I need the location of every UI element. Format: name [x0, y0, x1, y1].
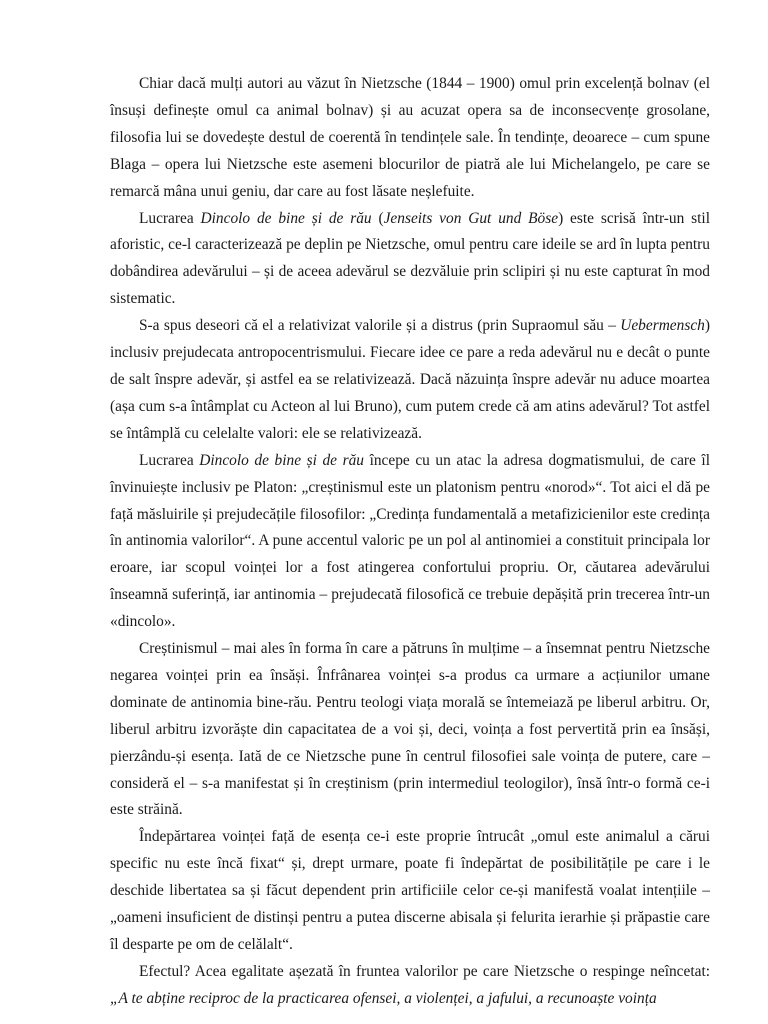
paragraph-2-text: Lucrarea	[139, 209, 201, 227]
quote-italic: „A te abține reciproc de la practicarea ofensei, a violenței, a jafului, a recunoaște voința	[110, 989, 657, 1007]
paragraph-4-text: începe cu un atac la adresa dogmatismului, de care îl învinuiește inclusiv pe Platon: „creștinismul este un platonism pentru «norod»“. Tot aici el dă pe față măsluirile și prejudecățile filosofilor: „Credința fundamentală a metafizicienilor este credința în antinomia valorilor“. A pune accentul valoric pe un pol al antinomiei a constituit principala lor eroare, iar scopul voinței lor a fost atingerea confortului propriu. Or, căutarea adevărului înseamnă suferință, iar antinomia – prejudecată filosofică ce trebuie depășită prin trecerea într-un «dincolo».	[110, 451, 710, 631]
uebermensch-term: Uebermensch	[620, 317, 705, 335]
paragraph-1	[110, 71, 710, 206]
paragraph-3-text: ) inclusiv prejudecata antropocentrismului. Fiecare idee ce pare a reda adevărul nu e decât o punte de salt înspre adevăr, și astfel ea se relativizează. Dacă năzuința înspre adevăr nu aduce moartea (așa cum s-a întâmplat cu Acteon al lui Bruno), cum putem crede că am atins adevărul? Tot astfel se întâmplă cu celelalte valori: ele se relativizează.	[110, 317, 710, 442]
paragraph-6	[110, 824, 710, 959]
paragraph-2	[110, 206, 710, 314]
paragraph-5-text: Creștinismul – mai ales în forma în care a pătruns în mulțime – a însemnat pentru Nietzsche negarea voinței prin ea însăși. Înfrânarea voinței s-a produs ca urmare a acțiunilor umane dominate de antinomia bine-rău. Pentru teologi viața morală se întemeiază pe liberul arbitru. Or, liberul arbitru izvorăște din capacitatea de a voi și, deci, voința a fost pervertită prin ea însăși, pierzându-și esența. Iată de ce Nietzsche pune în centrul filosofiei sale voința de putere, care – consideră el – s-a manifestat și în creștinism (prin intermediul teologilor), însă într-o formă ce-i este străină.	[110, 640, 710, 819]
paragraph-5	[110, 636, 710, 824]
paragraph-2-text: ) este scrisă într-un stil aforistic, ce-l caracterizează pe deplin pe Nietzsche, omul pentru care ideile se ard în lupta pentru dobândirea adevărului – și de aceea adevărul se dezvăluie prin sclipiri și nu este capturat în mod sistematic.	[110, 209, 710, 308]
paragraph-7	[110, 959, 710, 1013]
book-title-romanian: Dincolo de bine și de rău	[200, 209, 372, 227]
paragraph-1-text: Chiar dacă mulți autori au văzut în Nietzsche (1844 – 1900) omul prin excelență bolnav (el însuși definește omul ca animal bolnav) și au acuzat opera sa de inconsecvențe grosolane, filosofia lui se dovedește destul de coerentă în tendințele sale. În tendințe, deoarece – cum spune Blaga – opera lui Nietzsche este asemeni blocurilor de piatră ale lui Michelangelo, pe care se remarcă mâna unui geniu, dar care au fost lăsate neșlefuite.	[110, 75, 710, 200]
paragraph-6-text: Îndepărtarea voinței față de esența ce-i este proprie întrucât „omul este animalul a cărui specific nu este încă fixat“ și, drept urmare, poate fi îndepărtat de posibilitățile pe care i le deschide libertatea sa și făcut dependent prin artificiile celor ce-și manifestă voalat intențiile – „oameni insuficient de distinși pentru a putea discerne abisala și felurita ierarhie și prăpastie care îl desparte pe om de celălalt“.	[110, 828, 710, 953]
paragraph-4	[110, 448, 710, 636]
paragraph-3-text: S-a spus deseori că el a relativizat valorile și a distrus (prin Supraomul său –	[139, 317, 621, 335]
paragraph-2-text: (	[371, 209, 384, 227]
book-title-german: Jenseits von Gut und Böse	[383, 209, 559, 227]
body-text	[110, 71, 710, 1013]
paragraph-4-text: Lucrarea	[139, 451, 200, 469]
paragraph-7-text: Efectul? Acea egalitate așezată în fruntea valorilor pe care Nietzsche o respinge neîncetat:	[139, 962, 710, 980]
book-title-romanian: Dincolo de bine și de rău	[199, 451, 364, 469]
paragraph-3	[110, 313, 710, 448]
